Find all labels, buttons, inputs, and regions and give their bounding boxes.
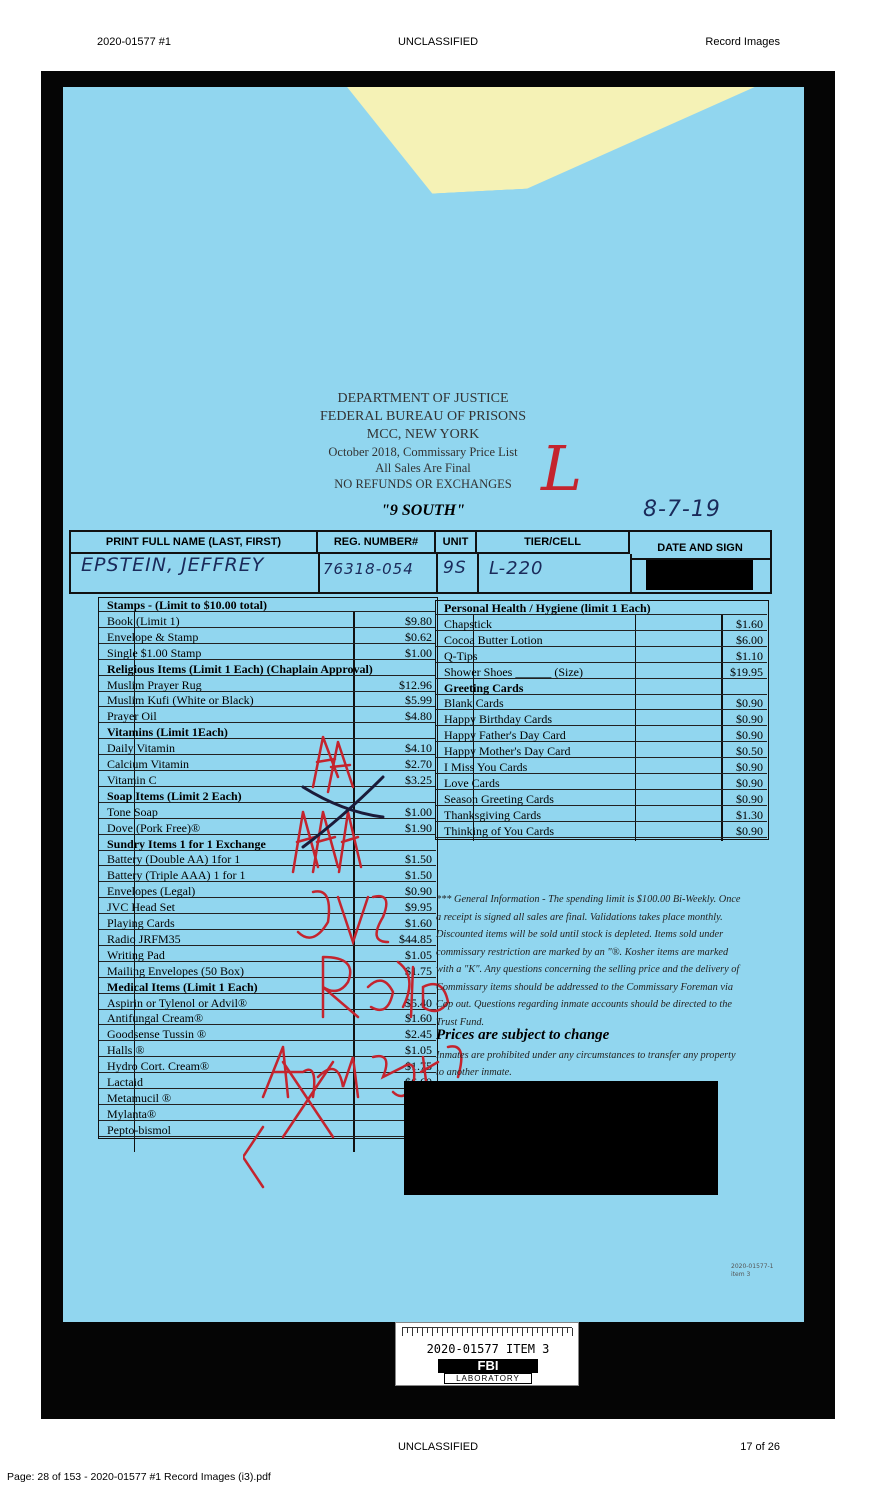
left-item-name: Tone Soap <box>107 804 158 819</box>
right-item-price: $1.30 <box>736 807 763 822</box>
stamp-line-1: 2020-01577-1 <box>731 1263 774 1270</box>
left-item-name: Antifungal Cream® <box>107 1011 204 1026</box>
left-item-name: Religious Items (Limit 1 Each) (Chaplain Approval) <box>107 661 373 676</box>
left-item-price: $1.05 <box>405 947 432 962</box>
right-item-row <box>436 728 767 742</box>
left-item-name: JVC Head Set <box>107 900 175 915</box>
right-item-name: Love Cards <box>444 775 500 790</box>
header-unit: UNIT <box>436 532 477 554</box>
left-item-name: Hydro Cort. Cream® <box>107 1059 210 1074</box>
ink-aaa-3 <box>339 812 361 872</box>
right-item-row <box>436 712 767 726</box>
left-item-name: Mailing Envelopes (50 Box) <box>107 963 244 978</box>
right-item-price: $0.90 <box>736 775 763 790</box>
left-item-name: Soap Items (Limit 2 Each) <box>107 788 242 803</box>
left-item-name: Writing Pad <box>107 947 165 962</box>
right-section-header <box>436 681 767 695</box>
right-item-price: $0.90 <box>736 712 763 727</box>
ruler-tick <box>552 1328 553 1336</box>
ruler-tick <box>452 1328 453 1336</box>
right-item-name: Cocoa Butter Lotion <box>444 632 543 647</box>
header-left: 2020-01577 #1 <box>97 36 172 48</box>
right-item-row <box>436 776 767 790</box>
ruler-tick <box>462 1328 463 1336</box>
ruler-tick <box>497 1328 498 1333</box>
right-item-price: $0.90 <box>736 696 763 711</box>
left-section-header <box>99 662 436 676</box>
ink-black-x-1 <box>303 787 383 817</box>
left-item-name: Prayer Oil <box>107 709 157 724</box>
redaction-block <box>404 1081 718 1195</box>
ink-c <box>373 896 388 942</box>
left-item-price: $12.96 <box>399 677 432 692</box>
right-section-header <box>436 601 767 615</box>
inmate-id-table <box>69 530 772 594</box>
right-item-price: $0.90 <box>736 760 763 774</box>
right-item-name: Happy Father's Day Card <box>444 728 566 743</box>
fbi-logo: FBI <box>438 1359 538 1373</box>
ruler-tick <box>472 1328 473 1336</box>
ink-aa-2 <box>328 742 353 792</box>
left-item-price: $1.60 <box>405 916 432 930</box>
value-tier: L-220 <box>489 558 544 579</box>
ruler-tick <box>467 1328 468 1333</box>
footer-right: 17 of 26 <box>740 1441 780 1453</box>
left-item-name: Vitamins (Limit 1Each) <box>107 725 228 740</box>
ruler-tick <box>547 1328 548 1333</box>
left-item-name: Playing Cards <box>107 916 175 930</box>
left-item-name: Vitamin C <box>107 772 157 787</box>
left-item-price: $1.50 <box>405 868 432 883</box>
right-price-list <box>435 600 769 840</box>
left-item-price: $1.60 <box>405 1011 432 1026</box>
prices-note: Prices are subject to change <box>436 1027 610 1043</box>
left-item-price: $0.90 <box>405 884 432 899</box>
lab-item-number: 2020-01577 ITEM 3 <box>426 1342 550 1356</box>
ruler-tick <box>417 1328 418 1333</box>
page-info: Page: 28 of 153 - 2020-01577 #1 Record Images (i3).pdf <box>7 1471 271 1483</box>
right-item-name: Thanksgiving Cards <box>444 807 541 822</box>
title-line-5: All Sales Are Final <box>375 461 471 475</box>
ruler-tick <box>437 1328 438 1333</box>
right-item-price: $0.90 <box>736 823 763 838</box>
right-item-name: Q-Tips <box>444 648 478 663</box>
header-name: PRINT FULL NAME (LAST, FIRST) <box>71 532 318 554</box>
ruler-tick <box>532 1328 533 1336</box>
ruler-scale <box>402 1327 572 1339</box>
left-item-row <box>99 630 436 644</box>
footer-center: UNCLASSIFIED <box>397 1441 479 1453</box>
header-center: UNCLASSIFIED <box>397 36 479 48</box>
ruler-tick <box>477 1328 478 1333</box>
ruler-tick <box>447 1328 448 1333</box>
ruler-tick <box>562 1328 563 1336</box>
left-item-name: Daily Vitamin <box>107 741 176 756</box>
left-item-price: $2.45 <box>405 1027 432 1042</box>
ink-d <box>398 962 413 1017</box>
ruler-tick <box>487 1328 488 1333</box>
ruler-tick <box>422 1328 423 1336</box>
ink-j <box>298 891 329 937</box>
header-date: DATE AND SIGN <box>630 538 770 560</box>
left-item-name: Medical Items (Limit 1 Each) <box>107 979 258 994</box>
right-item-row <box>436 696 767 710</box>
header-right: Record Images <box>705 36 780 48</box>
left-section-header <box>99 598 436 612</box>
ruler-tick <box>412 1328 413 1336</box>
right-item-row <box>436 649 767 663</box>
ink-v <box>338 897 368 942</box>
left-item-name: Pepto-bismol <box>107 1122 172 1137</box>
redaction-signature <box>646 560 753 590</box>
scan-frame <box>41 71 835 1419</box>
left-item-price: $2.70 <box>405 757 432 771</box>
ruler-tick <box>402 1328 403 1336</box>
right-item-row <box>436 760 767 774</box>
ruler-tick <box>507 1328 508 1333</box>
value-unit: 9S <box>443 558 467 578</box>
header-tier: TIER/CELL <box>477 532 630 554</box>
ruler-tick <box>502 1328 503 1336</box>
left-item-price: $1.90 <box>405 820 432 835</box>
left-item-price: $4.80 <box>405 709 432 724</box>
left-item-name: Radio JRFM35 <box>107 931 181 946</box>
left-item-name: Muslim Kufi (White or Black) <box>107 693 254 708</box>
right-item-price: $0.90 <box>736 728 763 743</box>
left-item-price: $4.10 <box>405 741 432 756</box>
left-item-name: Aspirin or Tylenol or Advil® <box>107 995 248 1010</box>
left-item-price: $1.50 <box>405 852 432 867</box>
ink-x-2 <box>243 1127 263 1187</box>
value-name: EPSTEIN, JEFFREY <box>81 554 265 576</box>
right-item-name: Greeting Cards <box>444 680 524 695</box>
ruler-tick <box>572 1328 573 1336</box>
ruler-tick <box>517 1328 518 1333</box>
title-line-1: DEPARTMENT OF JUSTICE <box>337 391 509 406</box>
ruler-tick <box>407 1328 408 1333</box>
laboratory-text: LABORATORY <box>444 1373 532 1384</box>
left-item-row <box>99 646 436 660</box>
left-item-name: Book (Limit 1) <box>107 613 180 628</box>
left-item-name: Battery (Triple AAA) 1 for 1 <box>107 868 246 883</box>
left-item-price: $3.25 <box>405 772 432 787</box>
left-item-price: $9.80 <box>405 613 432 628</box>
left-item-price: $0.62 <box>405 629 432 644</box>
fbi-lab-label <box>395 1322 579 1386</box>
title-line-6: NO REFUNDS OR EXCHANGES <box>334 477 512 491</box>
right-item-name: Happy Birthday Cards <box>444 712 552 727</box>
left-item-name: Envelope & Stamp <box>107 629 199 644</box>
right-item-name: Blank Cards <box>444 696 504 711</box>
left-item-price: $1.00 <box>405 645 432 660</box>
left-item-price: $1.75 <box>405 963 432 978</box>
title-line-2: FEDERAL BUREAU OF PRISONS <box>319 409 526 424</box>
right-item-price: $1.60 <box>736 616 763 631</box>
left-item-price: $44.85 <box>399 931 432 946</box>
right-item-row <box>436 808 767 822</box>
right-item-name: Chapstick <box>444 616 492 631</box>
ruler-tick <box>432 1328 433 1336</box>
ruler-tick <box>537 1328 538 1333</box>
right-item-price: $1.10 <box>736 648 763 663</box>
stamp-line-2: item 3 <box>731 1271 751 1278</box>
header-reg: REG. NUMBER# <box>318 532 436 554</box>
right-item-price: $19.95 <box>730 664 763 679</box>
left-item-price: $1.75 <box>405 1059 432 1074</box>
right-item-name: I Miss You Cards <box>444 760 528 774</box>
left-item-price: $1.00 <box>405 804 432 819</box>
left-item-row <box>99 693 436 707</box>
right-item-row <box>436 744 767 758</box>
left-item-name: Halls ® <box>107 1043 145 1058</box>
title-line-3: MCC, NEW YORK <box>366 427 480 442</box>
left-item-price: $5.40 <box>405 995 432 1010</box>
sticky-note <box>340 87 776 198</box>
left-item-row <box>99 678 436 692</box>
right-item-price: $6.00 <box>736 632 763 647</box>
ruler-tick <box>542 1328 543 1336</box>
left-item-name: Dove (Pork Free)® <box>107 820 201 835</box>
ink-a <box>368 981 393 1010</box>
left-item-price: $5.99 <box>405 693 432 708</box>
right-item-row <box>436 824 767 838</box>
general-information: *** General Information - The spending limit is $100.00 Bi-Weekly. Once a receipt is signed all sales are final. Validations takes place monthly. Discounted items will be sold until stock is depleted. Items sold under commissary restriction are marked by an "®. Kosher items are marked with a "K". Any questions concerning the selling price and the delivery of Commissary items should be addressed to the Commissary Foreman via Cop out. Questions regarding inmate accounts should be directed to the Trust Fund. <box>436 894 741 1028</box>
left-item-name: Envelopes (Legal) <box>107 884 196 899</box>
left-item-name: Goodsense Tussin ® <box>107 1027 207 1042</box>
left-item-name: Muslim Prayer Rug <box>107 677 202 692</box>
left-item-name: Single $1.00 Stamp <box>107 645 202 660</box>
right-item-row <box>436 665 767 679</box>
value-reg: 76318-054 <box>323 560 414 578</box>
handwritten-letter: L <box>541 432 583 505</box>
commissary-sheet <box>63 87 804 1322</box>
left-item-name: Calcium Vitamin <box>107 757 190 771</box>
right-item-name: Happy Mother's Day Card <box>444 744 571 759</box>
ruler-tick <box>492 1328 493 1336</box>
left-item-price: $1.05 <box>405 1043 432 1058</box>
ruler-tick <box>567 1328 568 1333</box>
right-item-row <box>436 633 767 647</box>
ruler-tick <box>427 1328 428 1333</box>
right-item-name: Thinking of You Cards <box>444 823 555 838</box>
left-item-name: Sundry Items 1 for 1 Exchange <box>107 836 266 851</box>
left-item-name: Metamucil ® <box>107 1090 172 1105</box>
ruler-tick <box>482 1328 483 1336</box>
unit-title: "9 SOUTH" <box>381 502 465 519</box>
ruler-tick <box>557 1328 558 1333</box>
ink-x-1 <box>283 1062 333 1137</box>
right-item-name: Season Greeting Cards <box>444 791 554 806</box>
right-item-name: Shower Shoes ______ (Size) <box>444 664 583 679</box>
left-item-price: $9.95 <box>405 900 432 915</box>
ruler-tick <box>457 1328 458 1333</box>
ink-r <box>323 957 358 1017</box>
left-item-name: Stamps - (Limit to $10.00 total) <box>107 598 267 612</box>
right-item-name: Personal Health / Hygiene (limit 1 Each) <box>444 601 651 615</box>
ruler-tick <box>522 1328 523 1336</box>
ink-black-x-2 <box>303 777 383 847</box>
left-item-name: Mylanta® <box>107 1106 157 1121</box>
transfer-note: Inmates are prohibited under any circumstances to transfer any property to another inmate. <box>436 1050 736 1078</box>
handwritten-date: 8-7-19 <box>643 497 721 522</box>
left-item-name: Battery (Double AA) 1for 1 <box>107 852 241 867</box>
right-item-price: $0.90 <box>736 791 763 806</box>
left-item-row <box>99 614 436 628</box>
right-item-price: $0.50 <box>736 744 763 759</box>
ruler-tick <box>512 1328 513 1336</box>
title-line-4: October 2018, Commissary Price List <box>328 445 518 459</box>
right-item-row <box>436 617 767 631</box>
left-item-name: Lactaid <box>107 1075 143 1089</box>
archive-stamp <box>731 1263 774 1279</box>
right-item-row <box>436 792 767 806</box>
ruler-tick <box>442 1328 443 1336</box>
ruler-tick <box>527 1328 528 1333</box>
